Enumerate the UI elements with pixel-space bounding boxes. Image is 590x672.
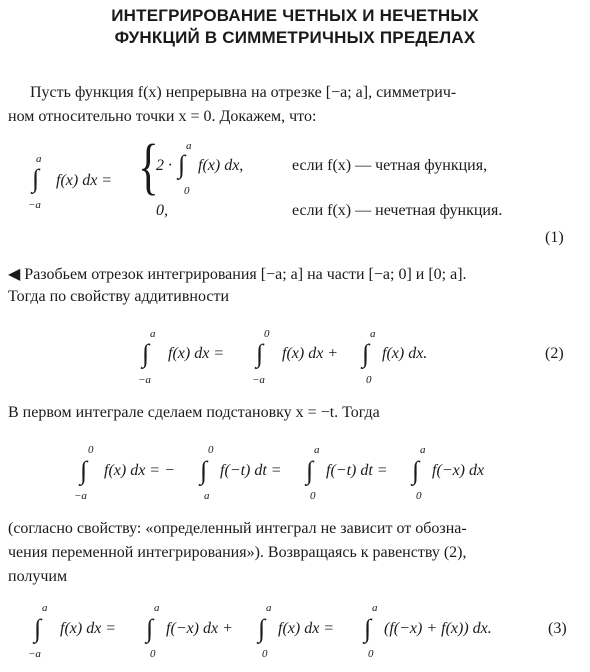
case-2-condition: если f(x) — нечетная функция. <box>292 202 503 219</box>
integrand-2: f(−t) dt = <box>220 462 282 479</box>
integrand-4: f(−x) dx <box>432 462 485 479</box>
lower-limit: −a <box>252 374 265 386</box>
upper-limit: a <box>186 140 192 152</box>
upper-limit: 0 <box>88 444 94 456</box>
integral-sign: ∫ <box>256 339 264 368</box>
substitution-line: В первом интеграле сделаем подстановку x = −t. Тогда <box>8 404 380 421</box>
lower-limit: −a <box>74 490 87 502</box>
integrand-1: f(x) dx = − <box>104 462 175 479</box>
upper-limit: a <box>266 602 272 614</box>
lower-limit: −a <box>28 199 41 211</box>
integral-sign: ∫ <box>80 456 88 485</box>
case-2-expr: 0, <box>156 202 168 219</box>
upper-limit: a <box>154 602 160 614</box>
case-1-condition: если f(x) — четная функция, <box>292 157 488 174</box>
lhs-integrand: f(x) dx = <box>56 172 113 189</box>
integrand-3: f(−t) dt = <box>326 462 388 479</box>
upper-limit: a <box>36 153 42 165</box>
integrand-1: f(x) dx = <box>168 345 225 362</box>
lower-limit: 0 <box>150 648 156 660</box>
integrand-3: f(x) dx. <box>382 345 428 362</box>
lower-limit: 0 <box>184 185 190 197</box>
integrand-2: f(−x) dx + <box>166 620 233 637</box>
cases-brace: { <box>138 133 159 201</box>
case-1-expr: 2 · <box>156 157 172 174</box>
upper-limit: 0 <box>264 328 270 340</box>
lower-limit: 0 <box>366 374 372 386</box>
upper-limit: a <box>370 328 376 340</box>
upper-limit: a <box>314 444 320 456</box>
equation-number: (1) <box>545 229 564 246</box>
integral-sign: ∫ <box>146 614 154 643</box>
note-line-2: чения переменной интегрирования»). Возвращаясь к равенству (2), <box>8 544 467 561</box>
upper-limit: a <box>372 602 378 614</box>
integral-sign: ∫ <box>364 614 372 643</box>
upper-limit: a <box>42 602 48 614</box>
integral-sign: ∫ <box>142 339 150 368</box>
case-1-integrand: f(x) dx, <box>198 157 244 174</box>
lower-limit: a <box>204 490 210 502</box>
note-line-1: (согласно свойству: «определенный интеграл не зависит от обозна- <box>8 520 467 537</box>
integrand-4: (f(−x) + f(x)) dx. <box>384 620 492 637</box>
integral-sign: ∫ <box>362 339 370 368</box>
lower-limit: −a <box>28 648 41 660</box>
integral-sign: ∫ <box>32 164 40 193</box>
proof-line-2: Тогда по свойству аддитивности <box>8 288 230 305</box>
title-line-2: ФУНКЦИЙ В СИММЕТРИЧНЫХ ПРЕДЕЛАХ <box>114 28 476 47</box>
upper-limit: a <box>420 444 426 456</box>
integral-sign: ∫ <box>258 614 266 643</box>
upper-limit: 0 <box>208 444 214 456</box>
intro-line-2: ном относительно точки x = 0. Докажем, что: <box>8 108 317 125</box>
integral-sign: ∫ <box>200 456 208 485</box>
proof-line-1: ◀ Разобьем отрезок интегрирования [−a; a] на части [−a; 0] и [0; a]. <box>8 266 467 283</box>
equation-number: (2) <box>545 345 564 362</box>
lower-limit: 0 <box>310 490 316 502</box>
integral-sign: ∫ <box>412 456 420 485</box>
title-line-1: ИНТЕГРИРОВАНИЕ ЧЕТНЫХ И НЕЧЕТНЫХ <box>111 6 479 25</box>
intro-line-1: Пусть функция f(x) непрерывна на отрезке [−a; a], симметрич- <box>30 84 457 101</box>
integrand-3: f(x) dx = <box>278 620 335 637</box>
integral-sign: ∫ <box>306 456 314 485</box>
note-line-3: получим <box>8 568 68 585</box>
lower-limit: 0 <box>416 490 422 502</box>
integrand-2: f(x) dx + <box>282 345 339 362</box>
integral-sign: ∫ <box>178 150 186 179</box>
lower-limit: 0 <box>262 648 268 660</box>
upper-limit: a <box>150 328 156 340</box>
integral-sign: ∫ <box>34 614 42 643</box>
lower-limit: −a <box>138 374 151 386</box>
integrand-1: f(x) dx = <box>60 620 117 637</box>
equation-number: (3) <box>548 620 567 637</box>
lower-limit: 0 <box>368 648 374 660</box>
